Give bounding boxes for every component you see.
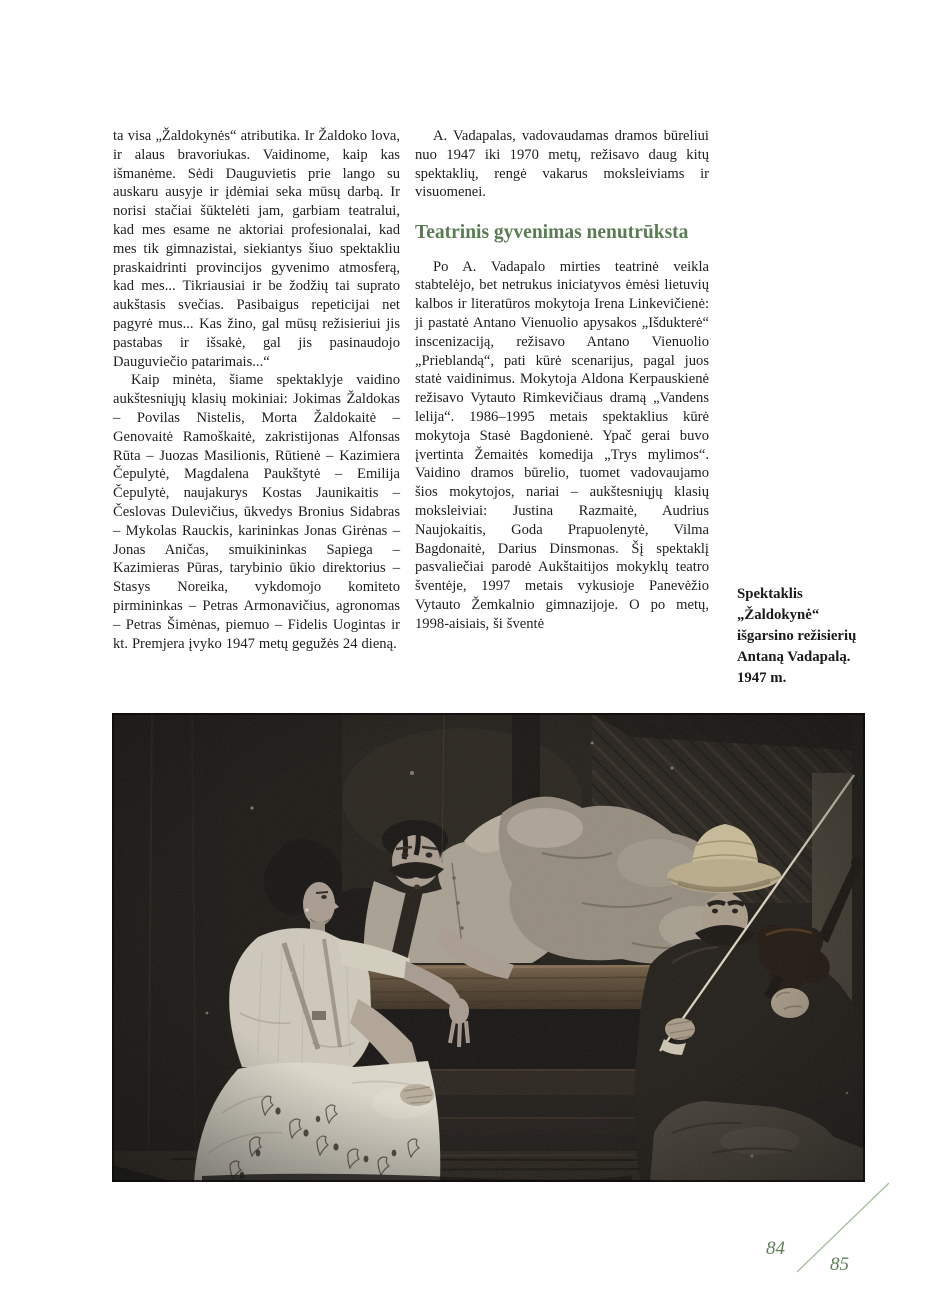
photo-caption-line: išgarsino režisierių [737, 628, 857, 644]
right-column-paragraph-1: A. Vadapalas, vadovaudamas dramos būreliui nuo 1947 iki 1970 metų, režisavo daug kitų spektaklių, rengė vakarus moksleiviams ir visuomenei. [415, 128, 709, 201]
left-column-paragraph-1: ta visa „Žaldokynės“ atributika. Ir Žaldoko lova, ir alaus bravoriukas. Vaidinome, kaip kas išmanėme. Sėdi Dauguvietis prie lango su auskaru ausyje ir įdėmiai seka mūsų darbą. Ir norisi stačiai šūktelėti jam, garbiam teatralui, kad mes esame ne aktoriai profesionalai, kad mes tik gimnazistai, siekiantys šiuo spektakliu praskaidrinti provincijos gyvenimo atmosferą, kad mes... Tikriausiai ir be žodžių tai suprato aukštasis svečias. Pasibaigus repeticijai net pagyrė mus... Kas žino, gal mūsų režisieriui jis pastabas ir išsakė, gal jis pasinaudojo Dauguviečio patarimais...“ [113, 128, 400, 370]
photo-caption-line: Antaną Vadapalą. [737, 649, 851, 665]
left-column-paragraph-2: Kaip minėta, šiame spektaklyje vaidino aukštesniųjų klasių mokiniai: Jokimas Žaldokas – Povilas Nistelis, Morta Žaldokaitė – Genovaitė Ramoškaitė, zakristijonas Alfonsas Rūta – Juozas Masilionis, Rūtienė – Kazimiera Čepulytė, Magdalena Paukštytė – Emilija Čepulytė, naujakurys Kostas Jaunikaitis – Česlovas Dulevičius, ūkvedys Bronius Sidabras – Mykolas Rauckis, karininkas Jonas Girėnas – Jonas Aničas, smuikininkas Sapiega – Kazimieras Pūras, tarybinio ūkio direktorius – Stasys Noreika, vykdomojo komiteto pirmininkas – Petras Armonavičius, agronomas – Petras Šimėnas, piemuo – Fidelis Uogintas ir kt. Premjera įvyko 1947 metų gegužės 24 dieną. [113, 372, 400, 652]
performance-photo-svg [112, 713, 865, 1182]
photo-caption [737, 584, 887, 689]
right-column-paragraph-2: Po A. Vadapalo mirties teatrinė veikla stabtelėjo, bet netrukus iniciatyvos ėmėsi lietuvių kalbos ir literatūros mokytoja Irena Linkevičienė: ji pastatė Antano Vienuolio apysakos „Išdukterė“ inscenizaciją, režisavo Antano Vienuolio „Prieblandą“, pati kūrė scenarijus, pagal juos statė vaidinimus. Mokytoja Aldona Kerpauskienė režisavo Vytauto Rimkevičiaus dramą „Vandens lelija“. 1986–1995 metais spektaklius kūrė mokytoja Stasė Bagdonienė. Ypač gerai buvo įvertinta Žemaitės komedija „Trys mylimos“. Vaidino dramos būrelio, tuomet vadovaujamo šios mokytojos, nariai – aukštesniųjų klasių moksleiviai: Justina Razmaitė, Audrius Naujokaitis, Goda Prapuolenytė, Vilma Bagdonaitė, Darius Dinsmonas. Šį spektaklį pasvaliečiai parodė Aukštaitijos mokyklų teatro šventėje, 1997 metais vykusioje Panevėžio Vytauto Žemkalnio gimnazijoje. O po metų, 1998-aisiais, ši šventė [415, 258, 709, 632]
right-text-column [415, 127, 709, 634]
page-number-next: 85 [830, 1254, 849, 1275]
performance-photo [112, 713, 865, 1182]
section-heading: Teatrinis gyvenimas nenutrūksta [415, 222, 689, 244]
photo-caption-line: 1947 m. [737, 670, 787, 686]
left-text-column [113, 127, 400, 653]
page-number-current: 84 [766, 1238, 785, 1259]
photo-caption-line: „Žaldokynė“ [737, 607, 820, 623]
photo-caption-line: Spektaklis [737, 586, 803, 602]
